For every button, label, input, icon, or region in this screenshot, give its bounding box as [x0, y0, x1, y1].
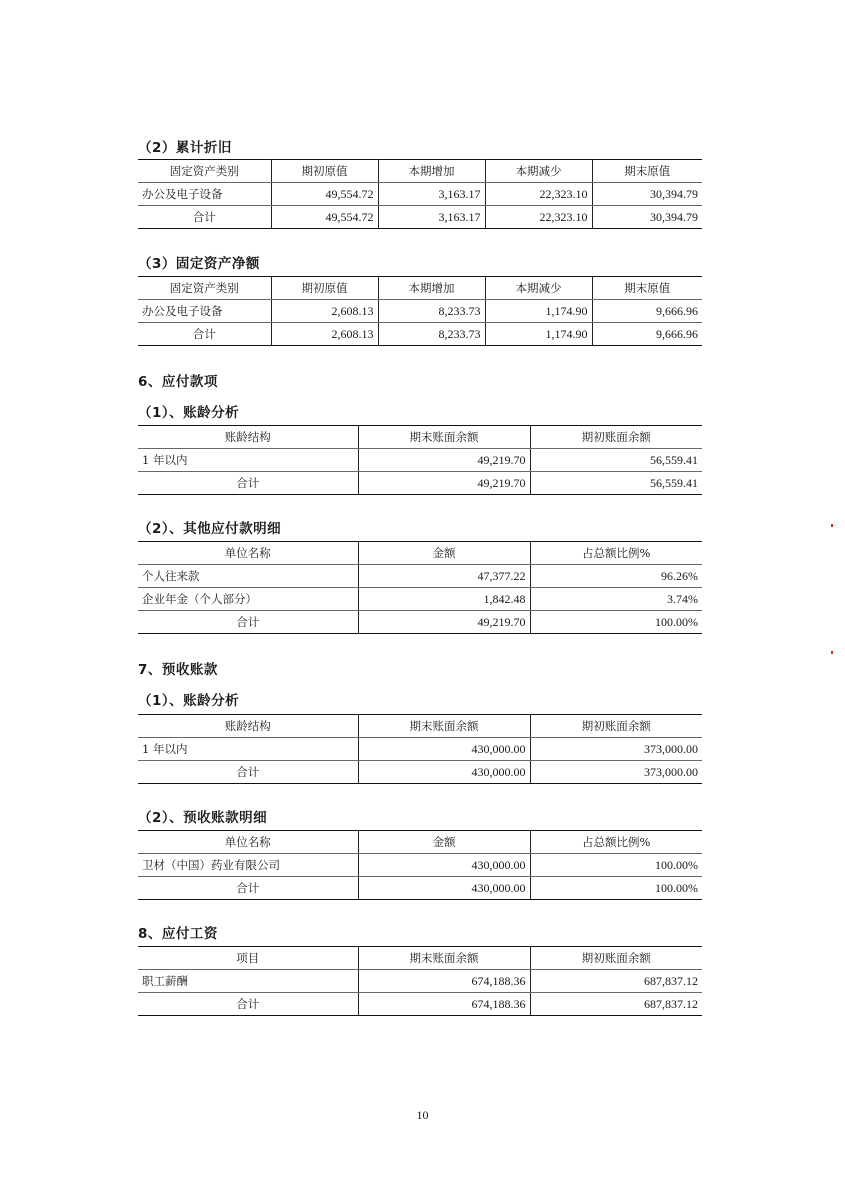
- cell-value: 8,233.73: [378, 323, 485, 346]
- col-header: 项目: [138, 947, 358, 970]
- row-label: 合计: [138, 323, 271, 346]
- total-row: [138, 993, 702, 1016]
- heading-other-payables: （2）、其他应付款明细: [138, 521, 282, 537]
- row-label: 办公及电子设备: [138, 183, 271, 206]
- col-header: 期初账面余额: [530, 426, 702, 449]
- table-other-payables: [138, 541, 702, 634]
- row-label: 1 年以内: [138, 738, 358, 761]
- col-header: 期初原值: [271, 277, 378, 300]
- total-row: [138, 761, 702, 784]
- col-header: 账龄结构: [138, 715, 358, 738]
- cell-value: 2,608.13: [271, 300, 378, 323]
- row-label: 合计: [138, 206, 271, 229]
- total-row: [138, 472, 702, 495]
- row-label: 卫材（中国）药业有限公司: [138, 854, 358, 877]
- col-header: 本期增加: [378, 160, 485, 183]
- table-payable-aging: [138, 425, 702, 495]
- cell-value: 100.00%: [530, 611, 702, 634]
- table-row: [138, 300, 702, 323]
- scan-mark: [831, 524, 833, 527]
- cell-value: 30,394.79: [592, 183, 702, 206]
- scan-mark: [831, 651, 833, 654]
- cell-value: 430,000.00: [358, 854, 530, 877]
- table-row: [138, 738, 702, 761]
- table-header-row: [138, 542, 702, 565]
- cell-value: 47,377.22: [358, 565, 530, 588]
- cell-value: 56,559.41: [530, 472, 702, 495]
- cell-value: 1,174.90: [485, 323, 592, 346]
- cell-value: 430,000.00: [358, 877, 530, 900]
- cell-value: 687,837.12: [530, 970, 702, 993]
- table-header-row: [138, 160, 702, 183]
- cell-value: 9,666.96: [592, 300, 702, 323]
- heading-accumulated-depreciation: （2）累计折旧: [138, 140, 232, 156]
- table-header-row: [138, 426, 702, 449]
- row-label: 个人往来款: [138, 565, 358, 588]
- total-row: [138, 323, 702, 346]
- cell-value: 3,163.17: [378, 206, 485, 229]
- cell-value: 49,219.70: [358, 449, 530, 472]
- col-header: 金额: [358, 831, 530, 854]
- cell-value: 56,559.41: [530, 449, 702, 472]
- col-header: 本期减少: [485, 160, 592, 183]
- col-header: 单位名称: [138, 542, 358, 565]
- row-label: 职工薪酬: [138, 970, 358, 993]
- table-advance-aging: [138, 714, 702, 784]
- total-row: [138, 611, 702, 634]
- heading-advance-detail: （2）、预收账款明细: [138, 810, 268, 826]
- row-label: 办公及电子设备: [138, 300, 271, 323]
- cell-value: 1,174.90: [485, 300, 592, 323]
- table-accumulated-depreciation: [138, 159, 702, 229]
- row-label: 合计: [138, 611, 358, 634]
- table-header-row: [138, 947, 702, 970]
- table-header-row: [138, 831, 702, 854]
- cell-value: 96.26%: [530, 565, 702, 588]
- col-header: 期初原值: [271, 160, 378, 183]
- col-header: 单位名称: [138, 831, 358, 854]
- col-header: 期初账面余额: [530, 947, 702, 970]
- heading-wages-payable: 8、应付工资: [138, 926, 218, 942]
- table-fixed-assets-net: [138, 276, 702, 346]
- col-header: 本期减少: [485, 277, 592, 300]
- col-header: 期末账面余额: [358, 426, 530, 449]
- heading-fixed-assets-net: （3）固定资产净额: [138, 256, 260, 272]
- cell-value: 373,000.00: [530, 761, 702, 784]
- col-header: 本期增加: [378, 277, 485, 300]
- cell-value: 430,000.00: [358, 738, 530, 761]
- col-header: 占总额比例%: [530, 831, 702, 854]
- cell-value: 2,608.13: [271, 323, 378, 346]
- col-header: 期末账面余额: [358, 947, 530, 970]
- cell-value: 22,323.10: [485, 206, 592, 229]
- cell-value: 22,323.10: [485, 183, 592, 206]
- table-header-row: [138, 277, 702, 300]
- page-number: 10: [416, 1108, 429, 1122]
- table-row: [138, 970, 702, 993]
- cell-value: 373,000.00: [530, 738, 702, 761]
- row-label: 合计: [138, 877, 358, 900]
- row-label: 合计: [138, 472, 358, 495]
- heading-advance-receipts: 7、预收账款: [138, 662, 218, 678]
- heading-payable-aging: （1）、账龄分析: [138, 405, 240, 421]
- cell-value: 674,188.36: [358, 993, 530, 1016]
- cell-value: 430,000.00: [358, 761, 530, 784]
- cell-value: 1,842.48: [358, 588, 530, 611]
- col-header: 期末账面余额: [358, 715, 530, 738]
- cell-value: 9,666.96: [592, 323, 702, 346]
- row-label: 企业年金（个人部分）: [138, 588, 358, 611]
- total-row: [138, 877, 702, 900]
- row-label: 合计: [138, 993, 358, 1016]
- col-header: 固定资产类别: [138, 160, 271, 183]
- cell-value: 674,188.36: [358, 970, 530, 993]
- cell-value: 3.74%: [530, 588, 702, 611]
- cell-value: 100.00%: [530, 854, 702, 877]
- table-wages-payable: [138, 946, 702, 1016]
- cell-value: 3,163.17: [378, 183, 485, 206]
- heading-accounts-payable: 6、应付款项: [138, 374, 218, 390]
- cell-value: 100.00%: [530, 877, 702, 900]
- col-header: 期末原值: [592, 277, 702, 300]
- table-row: [138, 854, 702, 877]
- cell-value: 8,233.73: [378, 300, 485, 323]
- col-header: 账龄结构: [138, 426, 358, 449]
- cell-value: 30,394.79: [592, 206, 702, 229]
- table-row: [138, 183, 702, 206]
- col-header: 期末原值: [592, 160, 702, 183]
- col-header: 期初账面余额: [530, 715, 702, 738]
- table-header-row: [138, 715, 702, 738]
- row-label: 1 年以内: [138, 449, 358, 472]
- cell-value: 49,554.72: [271, 206, 378, 229]
- cell-value: 49,554.72: [271, 183, 378, 206]
- table-advance-detail: [138, 830, 702, 900]
- row-label: 合计: [138, 761, 358, 784]
- total-row: [138, 206, 702, 229]
- col-header: 固定资产类别: [138, 277, 271, 300]
- table-row: [138, 565, 702, 588]
- col-header: 金额: [358, 542, 530, 565]
- heading-advance-aging: （1）、账龄分析: [138, 693, 240, 709]
- col-header: 占总额比例%: [530, 542, 702, 565]
- cell-value: 49,219.70: [358, 611, 530, 634]
- table-row: [138, 588, 702, 611]
- table-row: [138, 449, 702, 472]
- cell-value: 687,837.12: [530, 993, 702, 1016]
- cell-value: 49,219.70: [358, 472, 530, 495]
